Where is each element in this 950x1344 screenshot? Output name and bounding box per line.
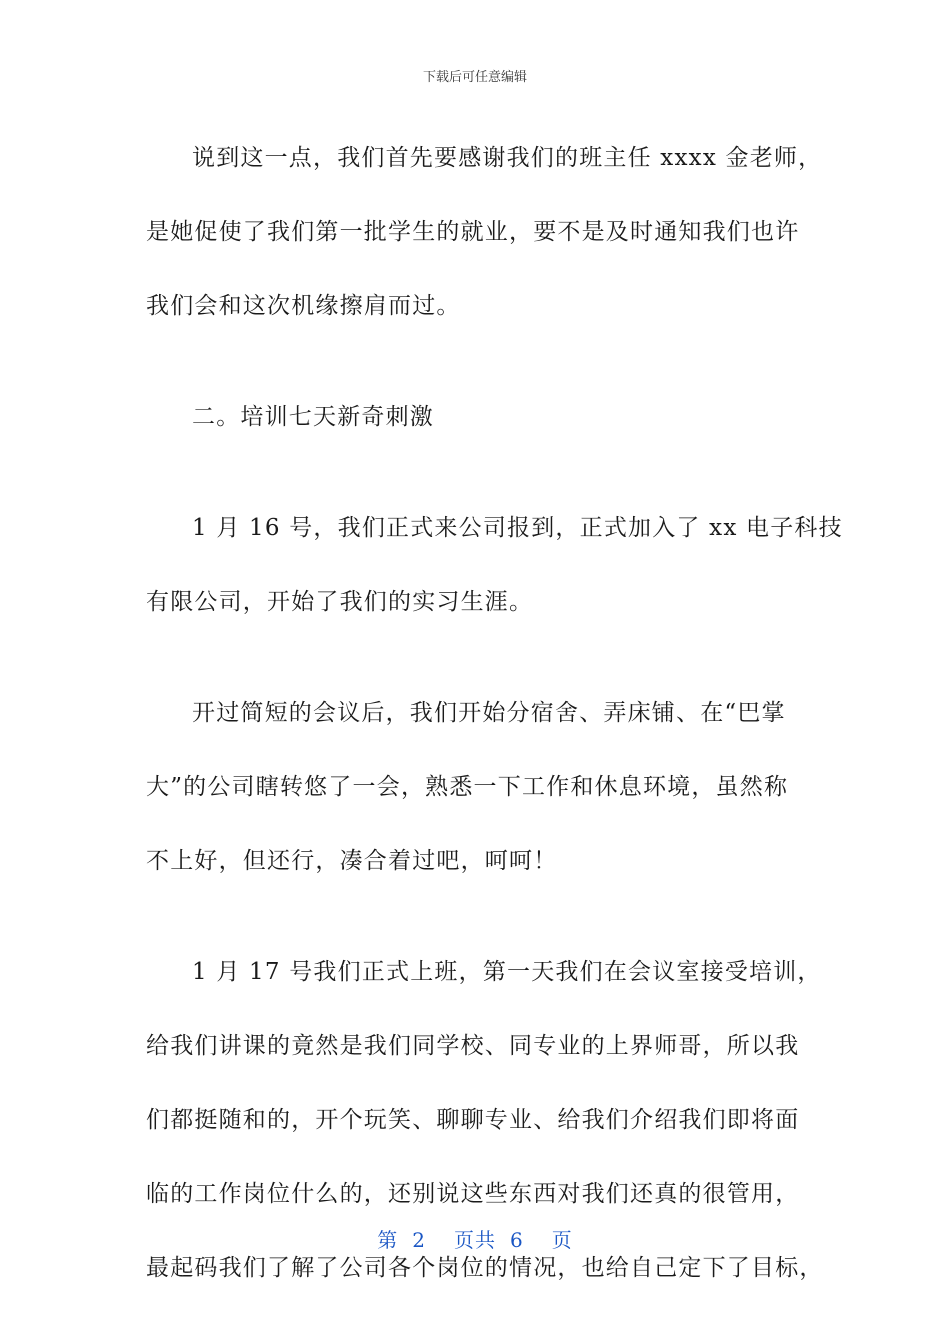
footer-prefix: 第 [377,1228,399,1252]
header-note: 下载后可任意编辑 [422,70,527,85]
paragraph-line: 们都挺随和的，开个玩笑、聊聊专业、给我们介绍我们即将面 [146,1107,800,1133]
section-heading-text: 二。培训七天新奇刺激 [192,404,434,430]
paragraph-line: 1 月 17 号我们正式上班，第一天我们在会议室接受培训， [192,959,822,985]
page-footer [0,1224,950,1253]
paragraph-line: 有限公司，开始了我们的实习生涯。 [146,589,534,615]
paragraph-line: 不上好，但还行，凑合着过吧，呵呵！ [146,848,558,874]
paragraph-line: 大”的公司瞎转悠了一会，熟悉一下工作和休息环境，虽然称 [146,774,789,800]
footer-middle: 页共 [454,1228,496,1252]
paragraph-line: 最起码我们了解了公司各个岗位的情况，也给自己定下了目标， [146,1255,824,1281]
footer-current-page: 2 [412,1228,426,1252]
paragraph-line: 开过简短的会议后，我们开始分宿舍、弄床铺、在“巴掌 [192,700,786,726]
footer-suffix: 页 [551,1228,573,1252]
paragraph-3 [146,676,806,898]
footer-total-pages: 6 [510,1228,524,1252]
paragraph-1 [146,121,823,343]
document-body [146,121,843,1342]
paragraph-line: 给我们讲课的竟然是我们同学校、同专业的上界师哥，所以我 [146,1033,800,1059]
paragraph-line: 我们会和这次机缘擦肩而过。 [146,293,461,319]
paragraph-line: 说到这一点，我们首先要感谢我们的班主任 xxxx 金老师， [192,145,823,171]
section-heading [146,380,806,454]
paragraph-line: 1 月 16 号，我们正式来公司报到，正式加入了 xx 电子科技 [192,515,843,541]
paragraph-line: 临的工作岗位什么的，还别说这些东西对我们还真的很管用， [146,1181,800,1207]
paragraph-line: 是她促使了我们第一批学生的就业，要不是及时通知我们也许 [146,219,800,245]
paragraph-2 [146,491,843,639]
